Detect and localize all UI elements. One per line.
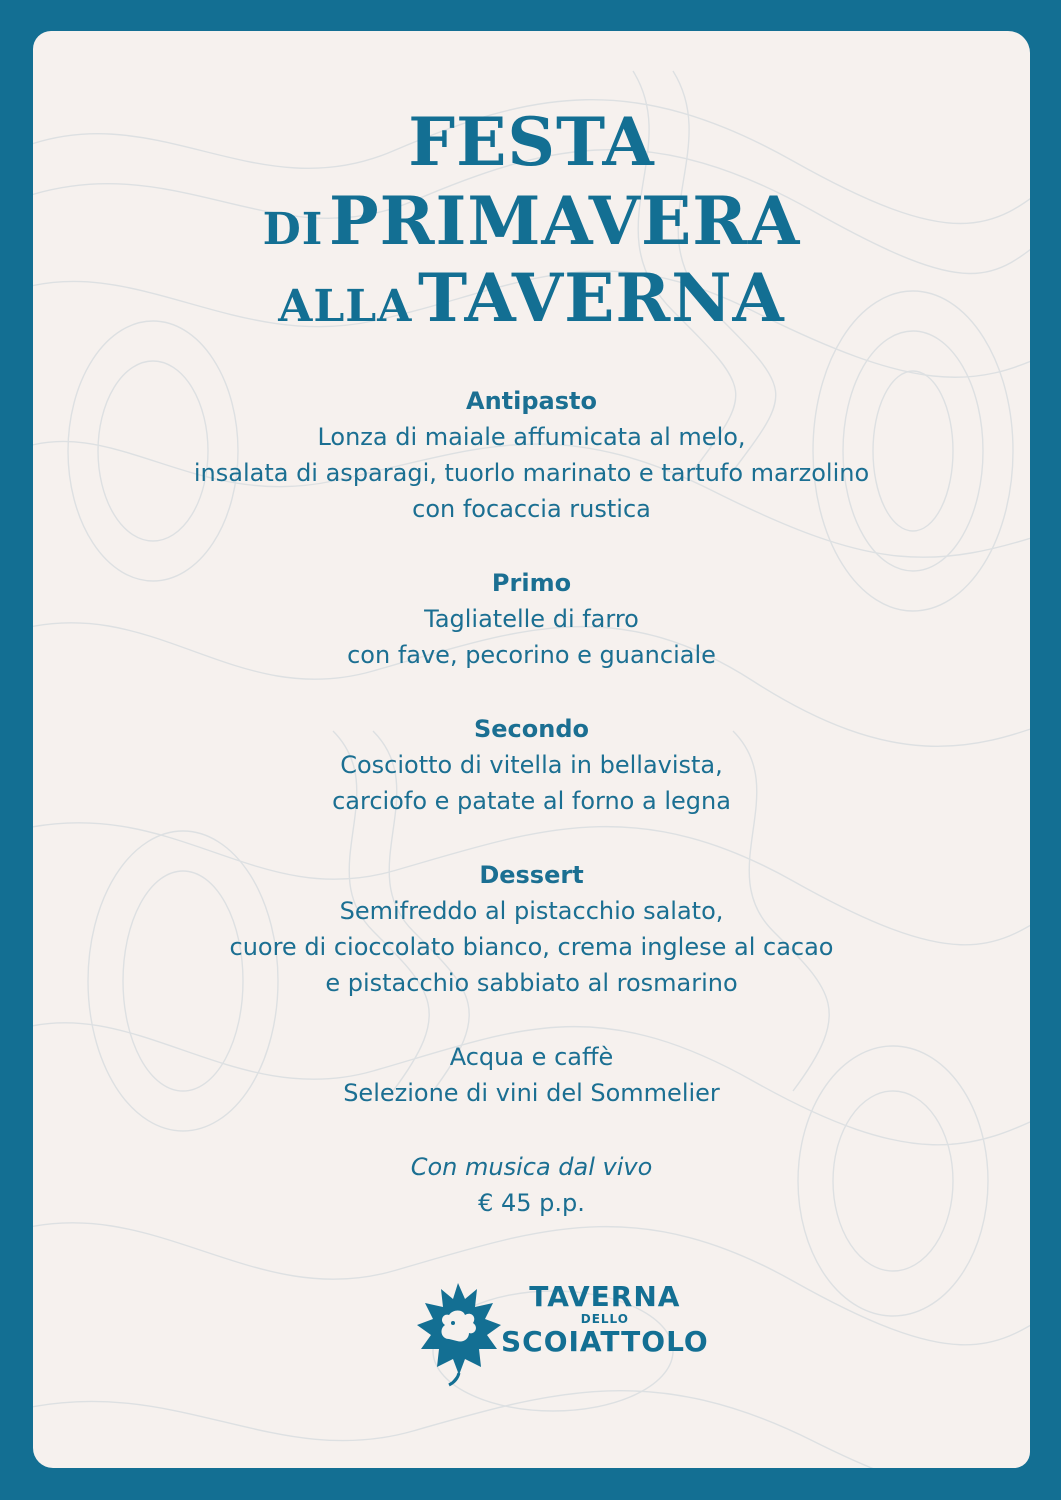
title-festa: FESTA <box>408 103 655 181</box>
info-section <box>33 1149 1030 1221</box>
drink-line: Selezione di vini del Sommelier <box>343 1079 720 1107</box>
dish-line: con fave, pecorino e guanciale <box>347 641 716 669</box>
logo-wordmark <box>501 1280 709 1358</box>
logo-line-dello: DELLO <box>580 1312 629 1326</box>
title-primavera: PRIMAVERA <box>328 182 801 260</box>
course-secondo <box>33 711 1030 819</box>
title-di: DI <box>262 204 324 255</box>
dish-line: Tagliatelle di farro <box>424 605 639 633</box>
title-taverna: TAVERNA <box>417 259 785 337</box>
title-line-taverna <box>33 259 1030 337</box>
price: € 45 p.p. <box>478 1189 585 1217</box>
dish-line: e pistacchio sabbiato al rosmarino <box>325 969 738 997</box>
drink-line: Acqua e caffè <box>449 1043 614 1071</box>
course-heading: Primo <box>491 569 572 597</box>
dish-line: Cosciotto di vitella in bellavista, <box>340 751 723 779</box>
course-antipasto <box>33 383 1030 527</box>
drinks-section <box>33 1039 1030 1111</box>
course-heading: Antipasto <box>466 387 597 415</box>
title-line-primavera <box>33 182 1030 260</box>
dish-line: insalata di asparagi, tuorlo marinato e tartufo marzolino <box>193 459 870 487</box>
restaurant-logo <box>413 1279 709 1389</box>
dish-line: Lonza di maiale affumicata al melo, <box>317 423 746 451</box>
title-alla: ALLA <box>278 281 413 332</box>
dish-line: Semifreddo al pistacchio salato, <box>339 897 724 925</box>
menu-card <box>33 31 1030 1468</box>
live-music-note: Con musica dal vivo <box>410 1153 653 1181</box>
dish-line: cuore di cioccolato bianco, crema inglese al cacao <box>229 933 834 961</box>
course-primo <box>33 565 1030 673</box>
title-line-festa <box>33 103 1030 181</box>
course-dessert <box>33 857 1030 1001</box>
dish-line: carciofo e patate al forno a legna <box>332 787 731 815</box>
course-heading: Secondo <box>473 715 590 743</box>
dish-line: con focaccia rustica <box>412 495 651 523</box>
maple-leaf-squirrel-icon <box>413 1279 503 1389</box>
menu-list <box>33 383 1030 1259</box>
logo-line-taverna: TAVERNA <box>529 1280 681 1313</box>
course-heading: Dessert <box>479 861 584 889</box>
logo-line-scoiattolo: SCOIATTOLO <box>501 1325 709 1358</box>
